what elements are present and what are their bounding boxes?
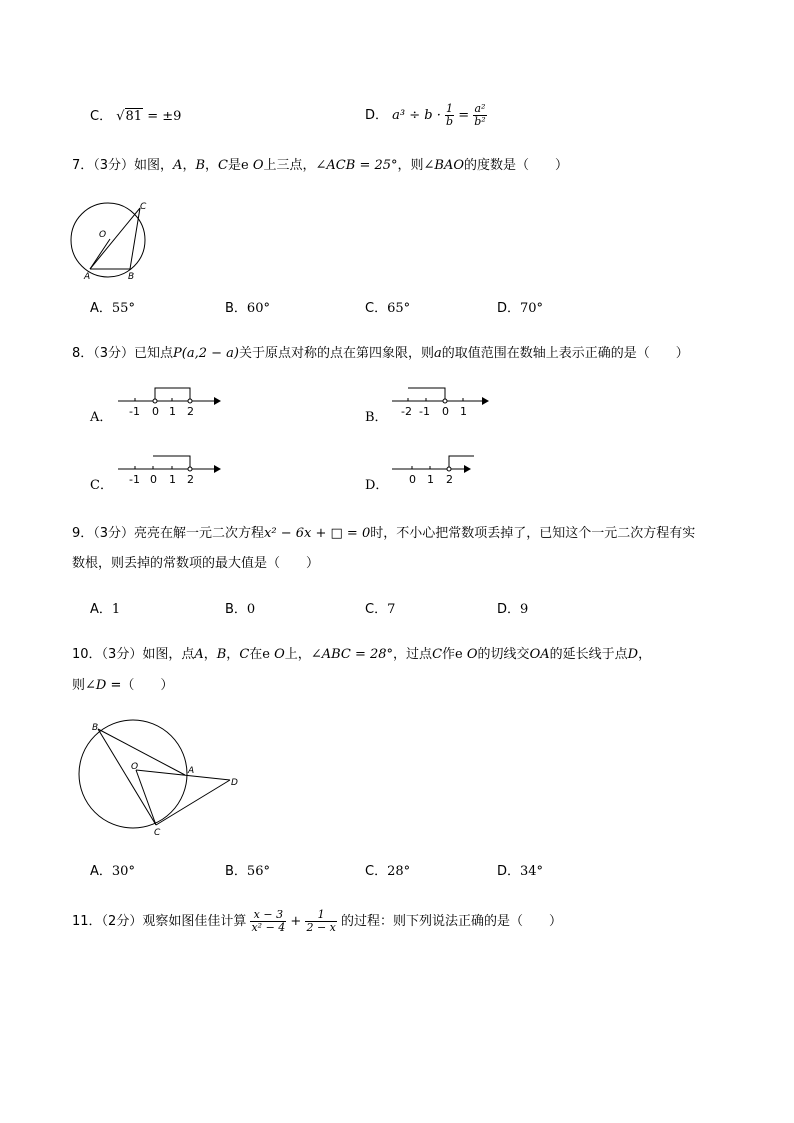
q10-option-b[interactable]: B．56° <box>225 864 270 879</box>
q10-stem-line2: 则∠D =（ ） <box>72 678 174 693</box>
fraction-a2-over-b2: $\frac{\text{a²}}{\text{b²}}$ <box>474 102 486 128</box>
q8-option-a-letter[interactable]: A． <box>90 410 113 425</box>
label-a: A <box>188 766 195 776</box>
q10-stem-line1: 10．（3分）如图，点A，B，C在e O上，∠ABC = 28°，过点C作e O的切线交OA的延长线于点D， <box>72 647 652 662</box>
q8-number-line-b <box>392 384 496 420</box>
q9-option-a[interactable]: A．1 <box>90 602 121 617</box>
fraction-x-minus-3-over-x2-minus-4: $\frac{x - 3}{\text{x² − 4}}$ <box>251 908 286 934</box>
label-o: O <box>99 230 107 240</box>
segment-ao <box>90 239 110 269</box>
svg-text:2: 2 <box>187 473 194 486</box>
label-c: C <box>154 828 161 838</box>
svg-text:-1: -1 <box>129 405 140 418</box>
q8-number-line-c <box>118 452 222 488</box>
q9-stem-line2: 数根，则丢掉的常数项的最大值是（ ） <box>72 556 320 571</box>
segment-ac <box>90 208 140 269</box>
svg-text:-1: -1 <box>129 473 140 486</box>
open-point-2 <box>447 467 451 471</box>
label-o: O <box>131 762 139 772</box>
q11-stem: 11．（2分）观察如图佳佳计算 $\frac{x - 3}{\text{x² − 4}}$ + $\frac{1}{2 - x}$ 的过程：则下列说法正确的是（ ） <box>72 908 563 934</box>
q8-option-d-letter[interactable]: D． <box>365 478 389 493</box>
open-point-0 <box>153 399 157 403</box>
tangent-cd <box>156 780 230 825</box>
range-bracket <box>449 456 474 467</box>
q8-stem: 8．（3分）已知点P(a,2 − a)关于原点对称的点在第四象限，则a的取值范围在数轴上表示正确的是（ ） <box>72 346 689 361</box>
label-a: A <box>84 272 91 282</box>
range-bracket <box>408 388 445 399</box>
segment-bc <box>130 208 140 269</box>
svg-text:0: 0 <box>442 405 449 418</box>
q8-number-line-a <box>118 384 222 420</box>
q8-option-b-letter[interactable]: B． <box>365 410 388 425</box>
svg-text:2: 2 <box>446 473 453 486</box>
range-bracket <box>153 456 190 467</box>
label-c: C <box>140 202 147 212</box>
segment-od <box>136 770 230 780</box>
fraction-1-over-b: $\frac{1}{b}$ <box>446 102 454 128</box>
q10-option-d[interactable]: D．34° <box>497 864 544 879</box>
q9-option-c[interactable]: C．7 <box>365 602 396 617</box>
svg-text:0: 0 <box>409 473 416 486</box>
q6-option-c[interactable]: C． √81 = ±9 <box>90 109 182 124</box>
svg-text:0: 0 <box>150 473 157 486</box>
q7-circle-figure <box>66 196 156 286</box>
arrow-icon <box>482 397 489 405</box>
q8-number-line-d <box>392 452 482 488</box>
sqrt-symbol: √ <box>116 109 125 124</box>
svg-text:0: 0 <box>152 405 159 418</box>
q7-option-c[interactable]: C．65° <box>365 301 411 316</box>
svg-text:1: 1 <box>169 473 176 486</box>
q7-stem: 7．（3分）如图，A，B，C是e O上三点，∠ACB = 25°，则∠BAO的度数是（ ） <box>72 158 569 173</box>
q10-option-a[interactable]: A．30° <box>90 864 135 879</box>
range-bracket <box>155 388 190 399</box>
label-d: D <box>231 778 238 788</box>
q7-option-b[interactable]: B．60° <box>225 301 270 316</box>
q10-circle-figure <box>74 718 246 840</box>
circle-o <box>71 203 145 277</box>
svg-text:1: 1 <box>169 405 176 418</box>
open-point-0 <box>443 399 447 403</box>
segment-bc <box>98 729 156 825</box>
arrow-icon <box>214 397 221 405</box>
svg-text:-2: -2 <box>401 405 412 418</box>
open-point-2 <box>188 467 192 471</box>
fraction-1-over-2-minus-x: $\frac{1}{2 - x}$ <box>306 908 336 934</box>
q7-option-d[interactable]: D．70° <box>497 301 544 316</box>
open-point-2 <box>188 399 192 403</box>
q6-option-d[interactable]: D． a³ ÷ b · $\frac{1}{b}$ = $\frac{\text{a²}}{\text{b²}}$ <box>365 102 486 128</box>
arrow-icon <box>464 465 471 473</box>
label-b: B <box>92 723 99 733</box>
svg-text:1: 1 <box>460 405 467 418</box>
q9-option-d[interactable]: D．9 <box>497 602 529 617</box>
q8-option-c-letter[interactable]: C． <box>90 478 113 493</box>
q9-stem-line1: 9．（3分）亮亮在解一元二次方程x² − 6x + □ = 0时，不小心把常数项丢掉了，已知这个一元二次方程有实 <box>72 526 696 541</box>
svg-text:-1: -1 <box>419 405 430 418</box>
q9-option-b[interactable]: B．0 <box>225 602 256 617</box>
svg-text:2: 2 <box>187 405 194 418</box>
q7-option-a[interactable]: A．55° <box>90 301 135 316</box>
arrow-icon <box>214 465 221 473</box>
q10-option-c[interactable]: C．28° <box>365 864 411 879</box>
svg-text:1: 1 <box>427 473 434 486</box>
label-b: B <box>128 272 135 282</box>
